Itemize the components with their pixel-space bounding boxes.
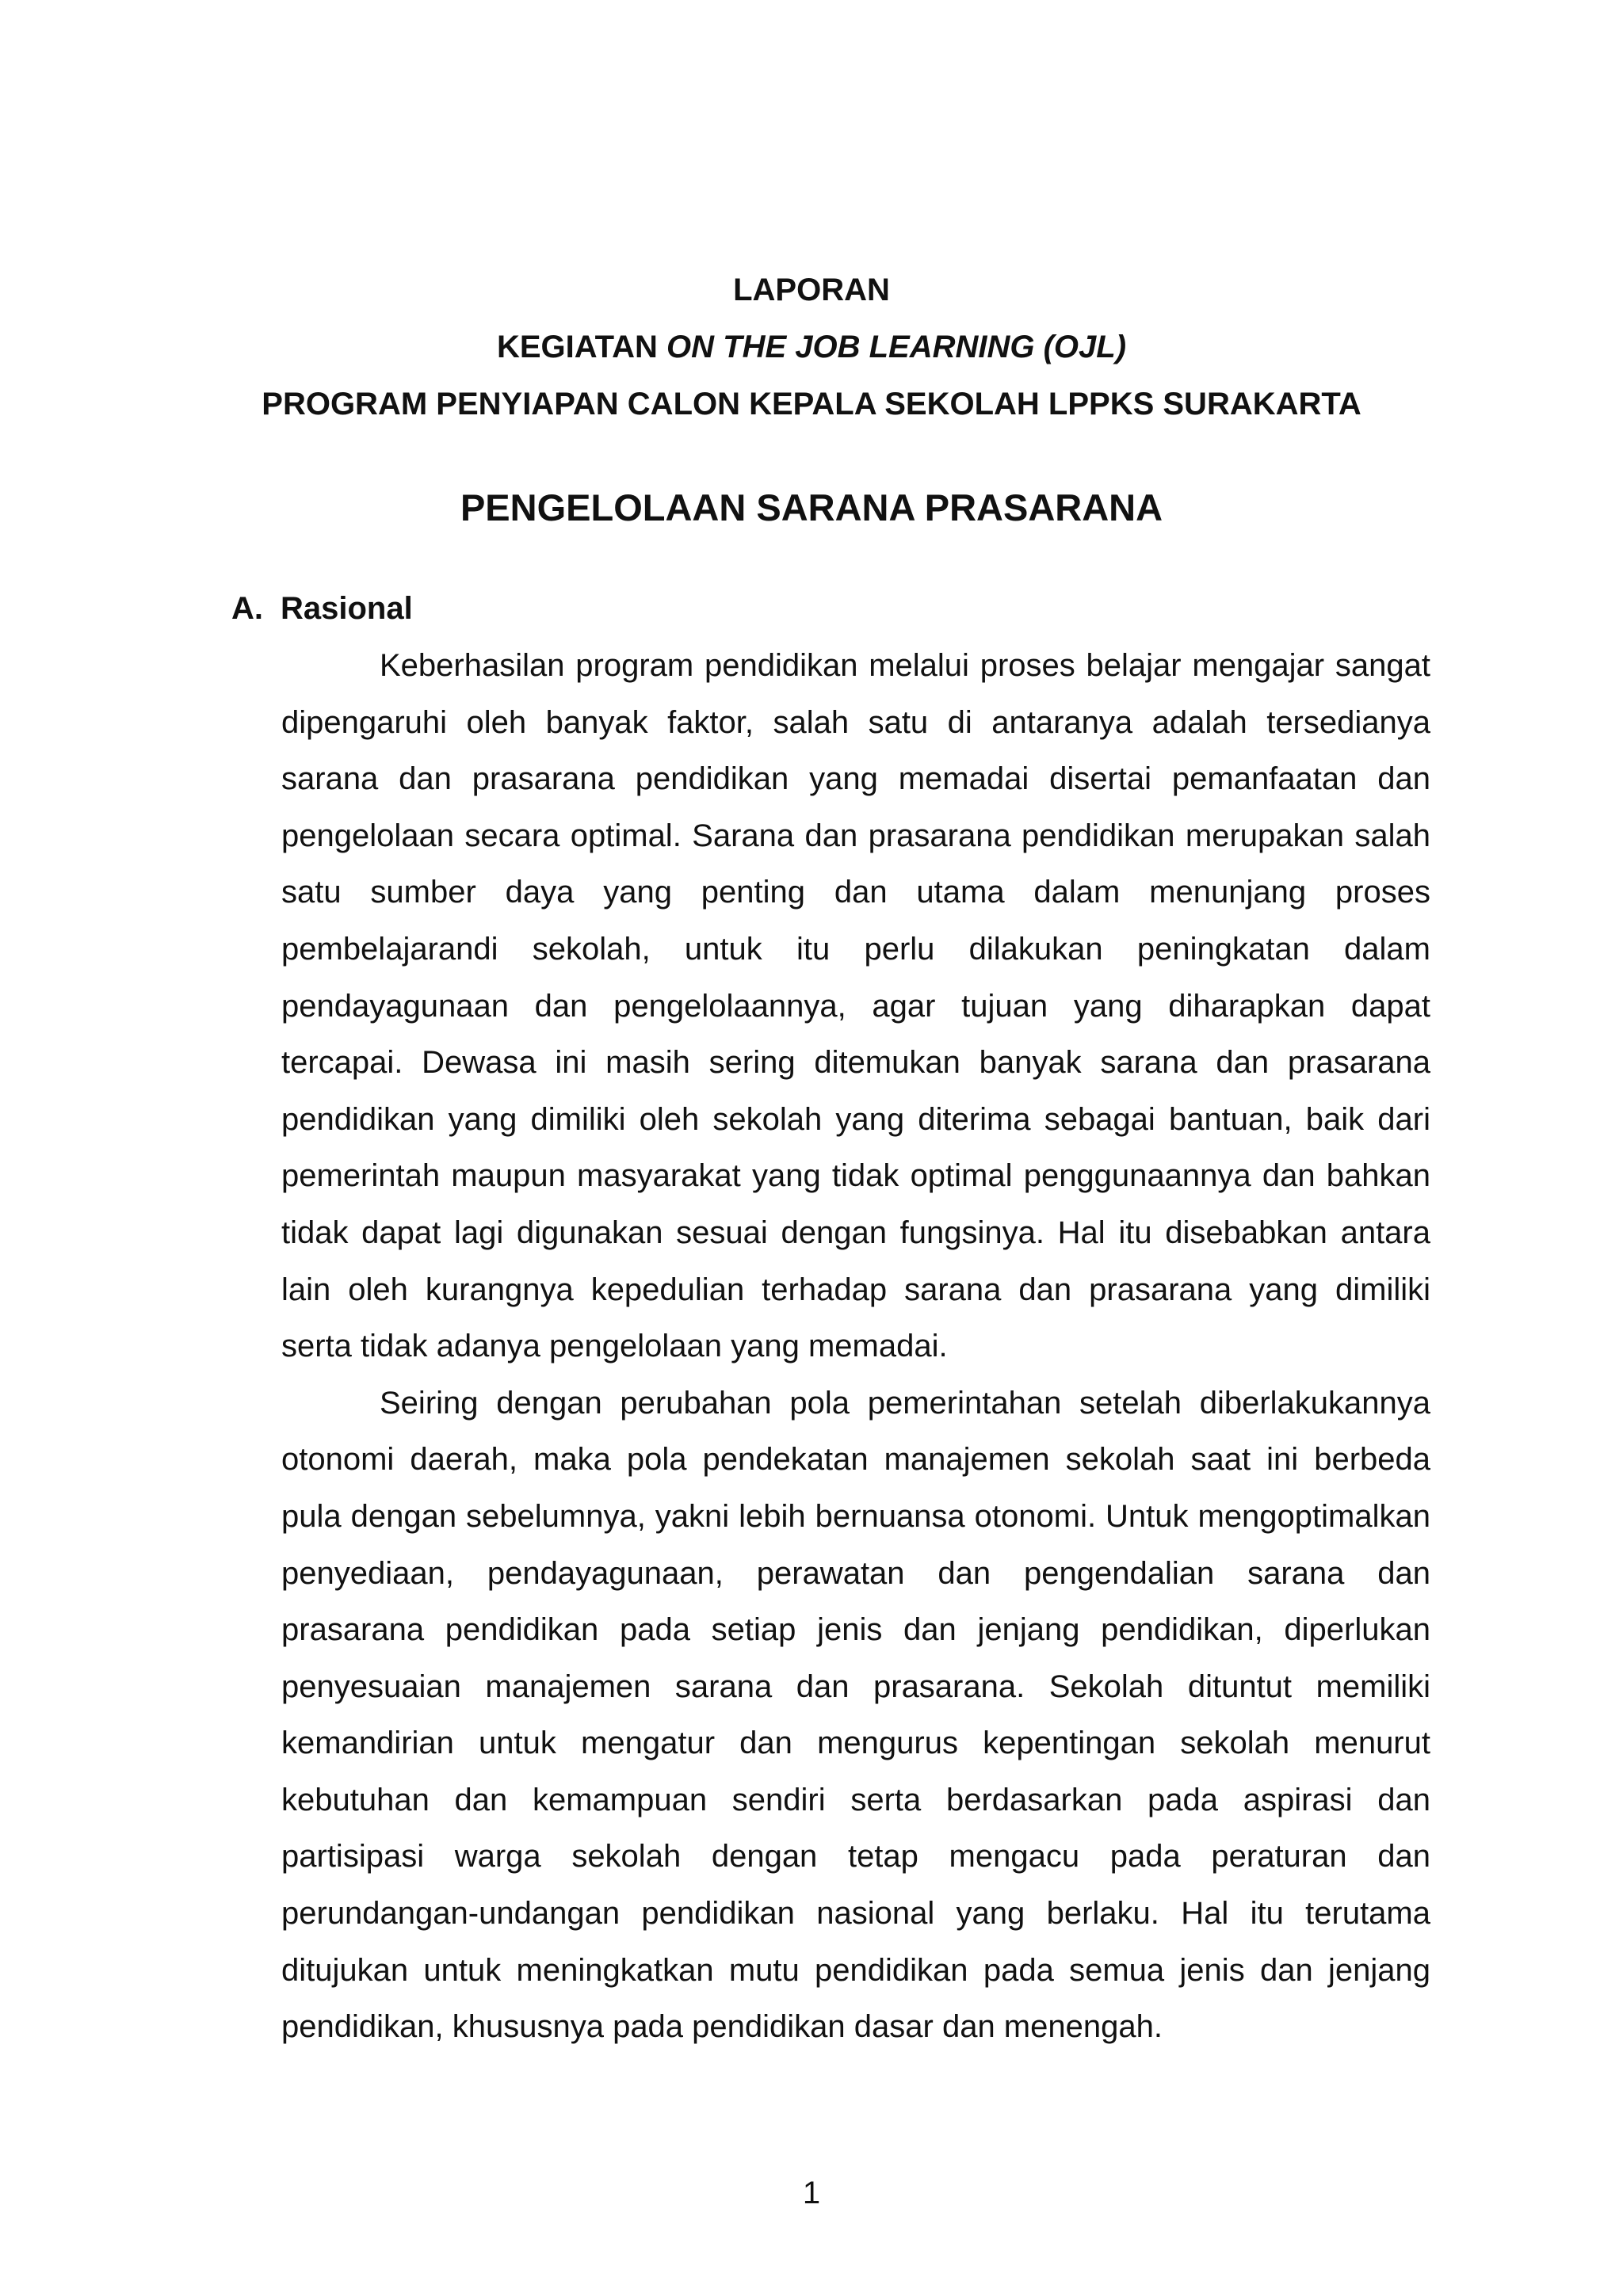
section-title: Rasional (281, 591, 413, 626)
paragraph: Seiring dengan perubahan pola pemerintahan setelah diberlakukannya otonomi daerah, maka pola pendekatan manajemen sekolah saat ini berbeda pula dengan sebelumnya, yakni lebih bernuansa otonomi. Untuk mengoptimalkan penyediaan, pendayagunaan, perawatan dan pengendalian sarana dan prasarana pendidikan pada setiap jenis dan jenjang pendidikan, diperlukan penyesuaian manajemen sarana dan prasarana. Sekolah dituntut memiliki kemandirian untuk mengatur dan mengurus kepentingan sekolah menurut kebutuhan dan kemampuan sendiri serta berdasarkan pada aspirasi dan partisipasi warga sekolah dengan tetap mengacu pada peraturan dan perundangan-undangan pendidikan nasional yang berlaku. Hal itu terutama ditujukan untuk meningkatkan mutu pendidikan pada semua jenis dan jenjang pendidikan, khususnya pada pendidikan dasar dan menengah. (281, 1385, 1430, 2045)
header-line-1: LAPORAN (733, 273, 890, 307)
section-number: A. (231, 591, 263, 626)
document-title: PENGELOLAAN SARANA PRASARANA (460, 486, 1163, 528)
report-header (0, 261, 1623, 433)
header-line-2-italic: ON THE JOB LEARNING (OJL) (666, 330, 1127, 364)
page-number: 1 (802, 2176, 821, 2210)
section-body (281, 638, 1430, 2056)
header-line-2 (0, 318, 1623, 376)
header-line-3: PROGRAM PENYIAPAN CALON KEPALA SEKOLAH LPPKS SURAKARTA (262, 387, 1361, 421)
paragraph: Keberhasilan program pendidikan melalui proses belajar mengajar sangat dipengaruhi oleh banyak faktor, salah satu di antaranya adalah tersedianya sarana dan prasarana pendidikan yang memadai disertai pemanfaatan dan pengelolaan secara optimal. Sarana dan prasarana pendidikan merupakan salah satu sumber daya yang penting dan utama dalam menunjang proses pembelajarandi sekolah, untuk itu perlu dilakukan peningkatan dalam pendayagunaan dan pengelolaannya, agar tujuan yang diharapkan dapat tercapai. Dewasa ini masih sering ditemukan banyak sarana dan prasarana pendidikan yang dimiliki oleh sekolah yang diterima sebagai bantuan, baik dari pemerintah maupun masyarakat yang tidak optimal penggunaannya dan bahkan tidak dapat lagi digunakan sesuai dengan fungsinya. Hal itu disebabkan antara lain oleh kurangnya kepedulian terhadap sarana dan prasarana yang dimiliki serta tidak adanya pengelolaan yang memadai. (281, 648, 1430, 1364)
header-line-2-prefix: KEGIATAN (496, 330, 667, 364)
section-heading (231, 580, 413, 637)
